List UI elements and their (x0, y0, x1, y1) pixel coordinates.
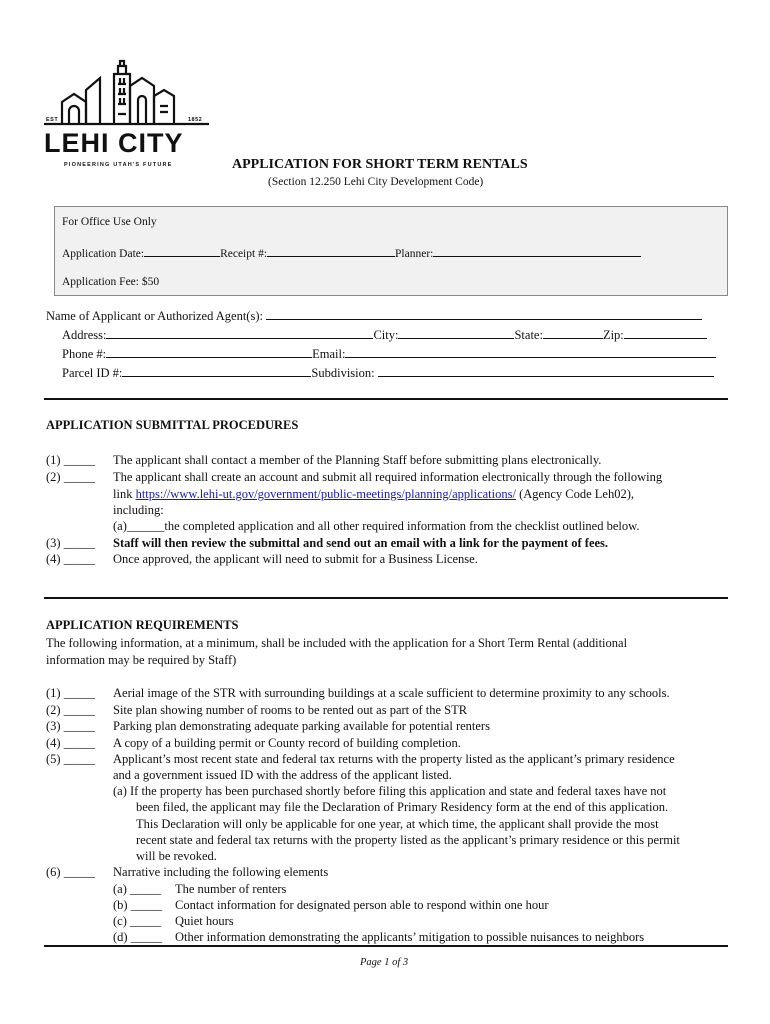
requirement-number[interactable]: (4) _____ (46, 736, 95, 750)
phone-field[interactable] (106, 347, 312, 358)
requirement-subitem: will be revoked. (136, 849, 217, 863)
narrative-item-text: Other information demonstrating the applicants’ mitigation to possible nuisances to neighbors (175, 930, 645, 944)
procedure-number[interactable]: (3) _____ (46, 536, 95, 550)
procedure-text: including: (113, 503, 164, 517)
state-field[interactable] (543, 328, 603, 339)
address-label: Address: (62, 328, 107, 342)
requirement-subitem: (a) If the property has been purchased shortly before filing this application and state and federal taxes have not (113, 784, 667, 798)
requirement-text: A copy of a building permit or County record of building completion. (113, 736, 461, 750)
office-use-box (54, 206, 728, 296)
requirement-text: Applicant’s most recent state and federal tax returns with the property listed as the applicant’s primary residence (113, 752, 675, 766)
phone-label: Phone #: (62, 347, 107, 361)
parcel-label: Parcel ID #: (62, 366, 123, 380)
requirements-intro: information may be required by Staff) (46, 653, 237, 667)
state-label: State: (514, 328, 543, 342)
narrative-item-number[interactable]: (a) _____ (113, 882, 162, 896)
requirement-number[interactable]: (6) _____ (46, 865, 95, 879)
requirement-number[interactable]: (5) _____ (46, 752, 95, 766)
procedure-number[interactable]: (2) _____ (46, 470, 95, 484)
requirements-intro: The following information, at a minimum, shall be included with the application for a Short Term Rental (additional (46, 636, 628, 650)
requirement-text: Narrative including the following elements (113, 865, 329, 879)
logo-year: 1852 (188, 117, 203, 123)
requirement-number[interactable]: (2) _____ (46, 703, 95, 717)
application-fee: Application Fee: $50 (62, 276, 160, 288)
narrative-item-number[interactable]: (b) _____ (113, 898, 162, 912)
divider (44, 597, 728, 599)
requirement-text: Aerial image of the STR with surrounding buildings at a scale sufficient to determine proximity to any schools. (113, 686, 670, 700)
procedure-text: Staff will then review the submittal and send out an email with a link for the payment of fees. (113, 536, 609, 550)
parcel-row (62, 366, 714, 381)
link-suffix: (Agency Code Leh02), (515, 487, 634, 501)
address-row (62, 328, 707, 343)
office-heading: For Office Use Only (62, 216, 157, 228)
planner-label: Planner: (395, 248, 434, 260)
email-field[interactable] (345, 347, 716, 358)
requirement-number[interactable]: (3) _____ (46, 719, 95, 733)
phone-row (62, 347, 716, 362)
logo-est: EST (46, 117, 59, 123)
requirement-text: Parking plan demonstrating adequate parking available for potential renters (113, 719, 490, 733)
page-subtitle: (Section 12.250 Lehi City Development Code) (268, 176, 484, 188)
procedure-text-link-line (113, 487, 634, 502)
divider (44, 398, 728, 400)
procedure-text: The applicant shall contact a member of the Planning Staff before submitting plans electronically. (113, 453, 602, 467)
narrative-item-text: The number of renters (175, 882, 287, 896)
narrative-item-number[interactable]: (d) _____ (113, 930, 162, 944)
procedure-number[interactable]: (1) _____ (46, 453, 95, 467)
narrative-item-number[interactable]: (c) _____ (113, 914, 162, 928)
planner-field[interactable] (433, 246, 641, 257)
page-number: Page 1 of 3 (360, 957, 409, 968)
divider (44, 945, 728, 947)
lehi-city-logo (44, 58, 209, 126)
procedure-text: The applicant shall create an account and submit all required information electronically through the following (113, 470, 663, 484)
subdivision-field[interactable] (378, 366, 714, 377)
requirement-subitem: recent state and federal tax returns with the property listed as the applicant’s primary residence or this permit (136, 833, 680, 847)
requirement-text: and a government issued ID with the address of the applicant listed. (113, 768, 452, 782)
email-label: Email: (312, 347, 346, 361)
zip-field[interactable] (624, 328, 707, 339)
requirements-heading: APPLICATION REQUIREMENTS (46, 618, 239, 632)
requirement-text: Site plan showing number of rooms to be rented out as part of the STR (113, 703, 468, 717)
applicant-name-label: Name of Applicant or Authorized Agent(s): (46, 309, 263, 323)
city-label: City: (373, 328, 399, 342)
parcel-field[interactable] (122, 366, 311, 377)
address-field[interactable] (106, 328, 373, 339)
receipt-label: Receipt #: (220, 248, 268, 260)
requirement-subitem: This Declaration will only be applicable for one year, at which time, the applicant shall provide the most (136, 817, 659, 831)
procedure-text: Once approved, the applicant will need to submit for a Business License. (113, 552, 478, 566)
application-date-field[interactable] (144, 246, 220, 257)
receipt-field[interactable] (267, 246, 395, 257)
application-date-label: Application Date: (62, 248, 145, 260)
logo-name: LEHI CITY (44, 128, 184, 158)
requirement-subitem: been filed, the applicant may file the Declaration of Primary Residency form at the end of this application. (136, 800, 669, 814)
requirement-number[interactable]: (1) _____ (46, 686, 95, 700)
narrative-item-text: Contact information for designated person able to respond within one hour (175, 898, 549, 912)
page-title: APPLICATION FOR SHORT TERM RENTALS (232, 157, 528, 172)
narrative-item-text: Quiet hours (175, 914, 234, 928)
procedure-subitem: (a)______the completed application and all other required information from the checklist outlined below. (113, 519, 640, 533)
subdivision-label: Subdivision: (311, 366, 375, 380)
city-field[interactable] (398, 328, 514, 339)
office-fields-row (62, 246, 641, 260)
logo-tagline: PIONEERING UTAH'S FUTURE (64, 162, 173, 168)
zip-label: Zip: (602, 328, 624, 342)
procedure-number[interactable]: (4) _____ (46, 552, 95, 566)
applicant-name-row (46, 309, 702, 324)
applicant-name-field[interactable] (266, 309, 702, 320)
applications-link[interactable]: https://www.lehi-ut.gov/government/public-meetings/planning/applications/ (135, 487, 516, 501)
procedures-heading: APPLICATION SUBMITTAL PROCEDURES (46, 418, 299, 432)
link-prefix: link (113, 487, 136, 501)
